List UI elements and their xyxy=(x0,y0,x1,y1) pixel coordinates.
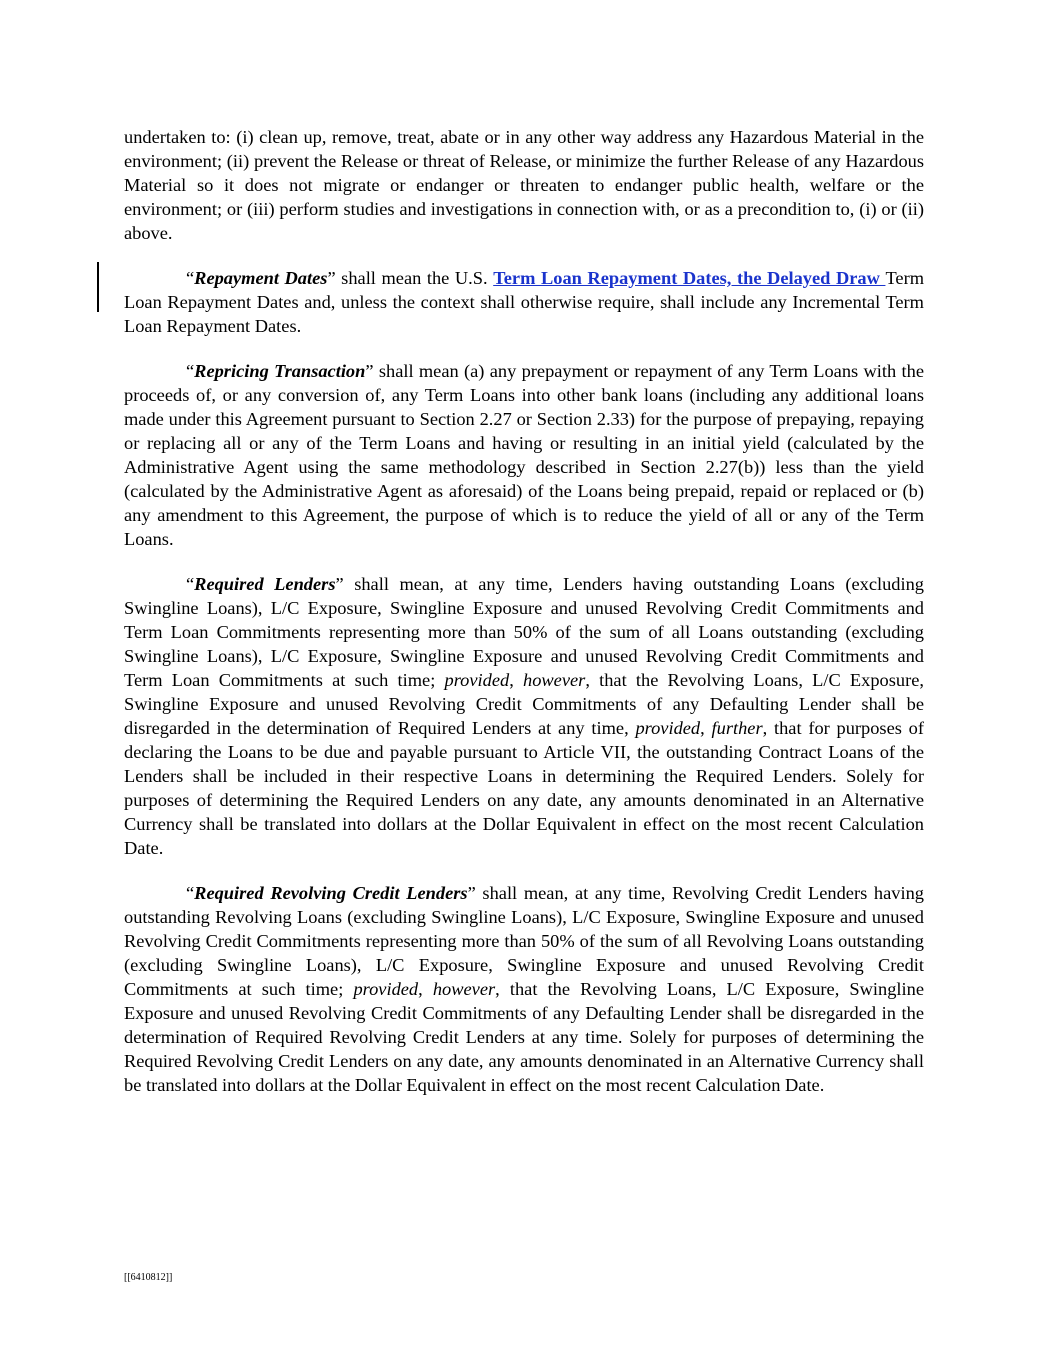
paragraph-remedial-action-continuation: undertaken to: (i) clean up, remove, treat, abate or in any other way address any Hazardous Material in the environment; (ii) prevent the Release or threat of Release, or minimize the further Release of any Hazardous Material so it does not migrate or endanger or threaten to endanger public health, welfare or the environment; or (iii) perform studies and investigations in connection with, or as a precondition to, (i) or (ii) above. xyxy=(124,127,924,243)
footer-document-id: [[6410812]] xyxy=(124,1272,173,1283)
defined-term: Repayment Dates xyxy=(194,268,328,288)
defined-term: Repricing Transaction xyxy=(194,361,366,381)
inserted-revision-text: Term Loan Repayment Dates, the Delayed Draw xyxy=(493,268,886,288)
definition-repayment-dates: “Repayment Dates” shall mean the U.S. Term Loan Repayment Dates, the Delayed Draw Term Loan Repayment Dates and, unless the context shall otherwise require, shall include any Incremental Term Loan Repayment Dates. xyxy=(124,268,924,336)
definition-required-revolving-credit-lenders: “Required Revolving Credit Lenders” shall mean, at any time, Revolving Credit Lenders having outstanding Revolving Loans (excluding Swingline Loans), L/C Exposure, Swingline Exposure and unused Revolving Credit Commitments representing more than 50% of the sum of all Revolving Loans outstanding (excluding Swingline Loans), L/C Exposure, Swingline Exposure and unused Revolving Credit Commitments at such time; provided, however, that the Revolving Loans, L/C Exposure, Swingline Exposure and unused Revolving Credit Commitments of any Defaulting Lender shall be disregarded in the determination of Required Revolving Credit Lenders at any time. Solely for purposes of determining the Required Revolving Credit Lenders on any date, any amounts denominated in an Alternative Currency shall be translated into dollars at the Dollar Equivalent in effect on the most recent Calculation Date. xyxy=(124,883,924,1095)
defined-term: Required Revolving Credit Lenders xyxy=(194,883,468,903)
revision-change-bar xyxy=(97,262,99,312)
document-page xyxy=(124,125,924,1118)
defined-term: Required Lenders xyxy=(194,574,336,594)
definition-repricing-transaction: “Repricing Transaction” shall mean (a) any prepayment or repayment of any Term Loans with the proceeds of, or any conversion of, any Term Loans into other bank loans (including any additional loans made under this Agreement pursuant to Section 2.27 or Section 2.33) for the purpose of prepaying, repaying or replacing all or any of the Term Loans and having or resulting in an initial yield (calculated by the Administrative Agent using the same methodology described in Section 2.27(b)) less than the yield (calculated by the Administrative Agent as aforesaid) of the Loans being prepaid, repaid or replaced or (b) any amendment to this Agreement, the purpose of which is to reduce the yield of all or any of the Term Loans. xyxy=(124,361,924,549)
definition-required-lenders: “Required Lenders” shall mean, at any time, Lenders having outstanding Loans (excluding Swingline Loans), L/C Exposure, Swingline Exposure and unused Revolving Credit Commitments and Term Loan Commitments representing more than 50% of the sum of all Loans outstanding (excluding Swingline Loans), L/C Exposure, Swingline Exposure and unused Revolving Credit Commitments and Term Loan Commitments at such time; provided, however, that the Revolving Loans, L/C Exposure, Swingline Exposure and unused Revolving Credit Commitments of any Defaulting Lender shall be disregarded in the determination of Required Lenders at any time, provided, further, that for purposes of declaring the Loans to be due and payable pursuant to Article VII, the outstanding Contract Loans of the Lenders shall be included in their respective Loans in determining the Required Lenders. Solely for purposes of determining the Required Lenders on any date, any amounts denominated in an Alternative Currency shall be translated into dollars at the Dollar Equivalent in effect on the most recent Calculation Date. xyxy=(124,574,924,858)
